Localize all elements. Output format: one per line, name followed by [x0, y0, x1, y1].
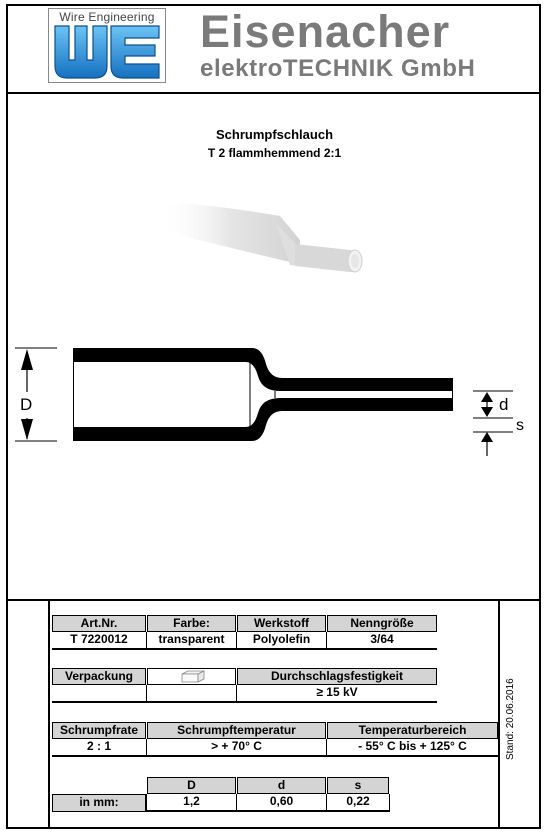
dimension-label-s: s — [516, 417, 524, 434]
company-logo — [48, 8, 166, 83]
table2-header-durchschlag: Durchschlagsfestigkeit — [237, 668, 437, 685]
tube-cross-section-drawing — [0, 330, 549, 470]
table4-row-label: in mm: — [52, 794, 146, 812]
dimension-label-D: D — [20, 395, 33, 414]
spec-section-divider — [6, 599, 541, 601]
table3-header-schrumpftemp: Schrumpftemperatur — [147, 722, 326, 739]
we-logo-icon — [53, 24, 161, 80]
tube-wall-top — [73, 348, 452, 391]
table1-value-werkstoff: Polyolefin — [237, 632, 326, 650]
table1-value-nenngroesse: 3/64 — [327, 632, 437, 650]
table4-sep — [389, 794, 390, 812]
table4-header-d: d — [237, 777, 326, 794]
table1-value-farbe: transparent — [147, 632, 236, 650]
table1-header-werkstoff: Werkstoff — [237, 615, 326, 632]
spec-left-rule — [48, 599, 50, 829]
table1-header-nenngroesse: Nenngröße — [327, 615, 437, 632]
table1-sep — [146, 632, 147, 650]
table3-header-tempbereich: Temperaturbereich — [327, 722, 498, 739]
table4-header-D: D — [147, 777, 236, 794]
table2-value-durchschlag: ≥ 15 kV — [237, 685, 437, 703]
table3-header-schrumpfrate: Schrumpfrate — [52, 722, 146, 739]
table4-header-s: s — [327, 777, 389, 794]
dimension-label-d: d — [499, 395, 509, 414]
product-subtitle: T 2 flammhemmend 2:1 — [207, 146, 342, 160]
table2-header-verpackung: Verpackung — [52, 668, 146, 685]
table4-value-s: 0,22 — [327, 794, 389, 812]
table3-value-tempbereich: - 55° C bis + 125° C — [327, 739, 498, 757]
table4-value-D: 1,2 — [147, 794, 236, 812]
company-name: Eisenacher — [200, 6, 451, 57]
table2-value-package — [147, 685, 236, 703]
table3-value-schrumpfrate: 2 : 1 — [52, 739, 146, 757]
table1-value-artnr: T 7220012 — [52, 632, 146, 650]
spec-right-rule — [498, 599, 500, 829]
package-icon — [178, 670, 206, 684]
stand-date: Stand: 20.06.2016 — [505, 678, 516, 760]
table1-sep — [326, 632, 327, 650]
table3-value-schrumpftemp: > + 70° C — [147, 739, 326, 757]
table4-sep — [326, 794, 327, 812]
tube-wall-bottom — [73, 398, 452, 441]
product-title: Schrumpfschlauch — [215, 127, 334, 142]
header-divider — [6, 92, 541, 94]
table1-header-artnr: Art.Nr. — [52, 615, 146, 632]
table1-header-farbe: Farbe: — [147, 615, 236, 632]
table2-value-verpackung — [52, 685, 146, 703]
table4-sep — [146, 794, 147, 812]
table4-value-d: 0,60 — [237, 794, 326, 812]
logo-tagline: Wire Engineering — [59, 10, 155, 24]
table2-sep — [146, 685, 147, 703]
tube-photo — [150, 180, 380, 290]
table4-sep — [236, 794, 237, 812]
table1-sep — [236, 632, 237, 650]
company-subtitle: elektroTECHNIK GmbH — [200, 55, 476, 82]
table2-sep — [236, 685, 237, 703]
table3-sep — [146, 739, 147, 757]
table3-sep — [326, 739, 327, 757]
table2-package-icon-cell — [147, 668, 236, 685]
